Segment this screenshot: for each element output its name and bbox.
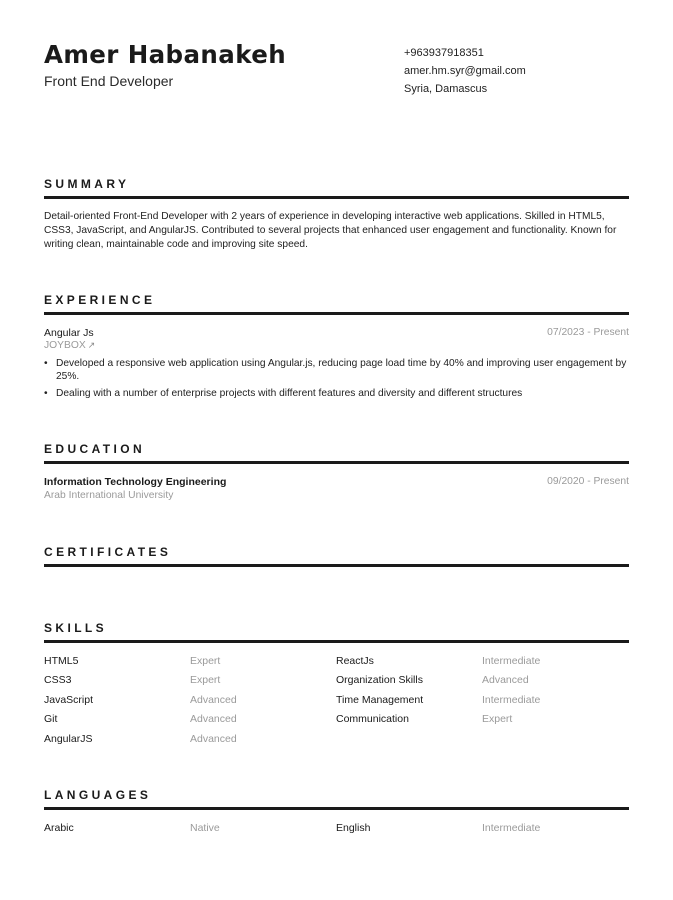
candidate-name: Amer Habanakeh [44,40,287,69]
bullet-icon: • [44,388,48,399]
skills-heading: SKILLS [44,621,629,643]
skill-row [44,674,629,693]
skill-level: Expert [190,655,221,667]
education-heading: EDUCATION [44,442,629,464]
language-level: Native [190,822,220,834]
location: Syria, Damascus [404,83,488,95]
skill-name: JavaScript [44,694,94,706]
language-row [44,822,629,841]
bullet-icon: • [44,358,48,369]
company-name: JOYBOX [44,340,86,351]
summary-text: Detail-oriented Front-End Developer with 2 years of experience in developing interactive web applications. Skilled in HTML5, CSS3, JavaScript, and AngularJS. Contributed to several projects that enhanced user engagement and functionality. Known for writing clean, maintainable code and improving site speed. [44,211,617,250]
education-date: 09/2020 - Present [547,476,629,487]
skill-name: ReactJs [336,655,374,667]
email-address: amer.hm.syr@gmail.com [404,65,526,77]
skill-level: Expert [482,713,513,725]
language-name: English [336,822,371,834]
degree-title: Information Technology Engineering [44,476,227,488]
external-link-icon: ↗ [87,340,96,350]
job-date: 07/2023 - Present [547,327,629,338]
skill-level: Advanced [190,713,237,725]
skill-name: Communication [336,713,409,725]
skill-level: Intermediate [482,694,541,706]
skill-name: CSS3 [44,674,72,686]
bullet-text: Dealing with a number of enterprise projects with different features and diversity and different structures [56,388,523,399]
bullet-text: Developed a responsive web application using Angular.js, reducing page load time by 40% and improving user engagement by 25%. [56,358,627,382]
company-link[interactable] [44,340,95,351]
skill-name: Time Management [336,694,424,706]
list-item [44,387,629,400]
skill-row [44,655,629,674]
skill-level: Expert [190,674,221,686]
job-bullets [44,357,629,404]
list-item [44,357,629,383]
skill-level: Advanced [190,733,237,745]
skill-row [44,713,629,732]
certificates-heading: CERTIFICATES [44,545,629,567]
skill-level: Intermediate [482,655,541,667]
skill-level: Advanced [190,694,237,706]
skill-level: Advanced [482,674,529,686]
experience-heading: EXPERIENCE [44,293,629,315]
skill-row [44,733,629,752]
language-level: Intermediate [482,822,541,834]
skill-name: HTML5 [44,655,79,667]
summary-heading: SUMMARY [44,177,629,199]
phone-number: +963937918351 [404,47,484,59]
languages-heading: LANGUAGES [44,788,629,810]
skill-name: Git [44,713,58,725]
skill-name: AngularJS [44,733,93,745]
skill-name: Organization Skills [336,674,423,686]
language-name: Arabic [44,822,74,834]
school-name: Arab International University [44,490,174,501]
contact-block [404,44,526,98]
candidate-role: Front End Developer [44,73,174,89]
skill-row [44,694,629,713]
job-title: Angular Js [44,327,94,339]
